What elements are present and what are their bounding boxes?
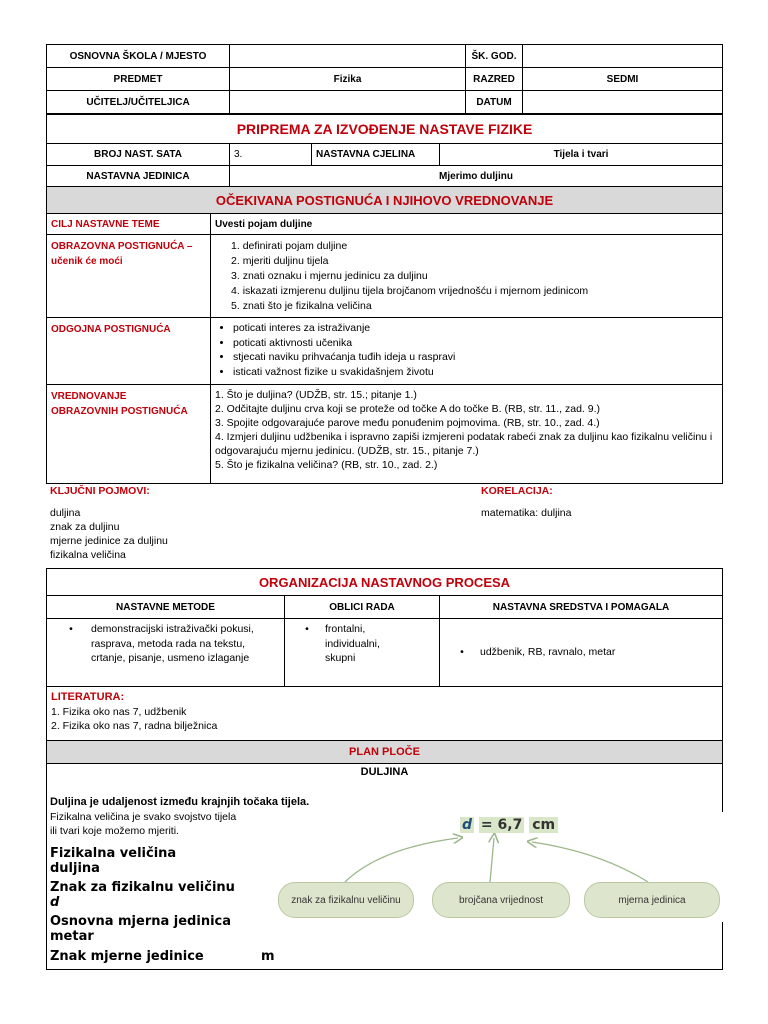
pill-number: brojčana vrijednost [432,882,570,918]
list-item: • poticati aktivnosti učenika [233,336,718,351]
school-year-label: ŠK. GOD. [466,45,523,68]
teacher-label: UČITELJ/UČITELJICA [47,91,230,114]
list-item: • stjecati naviku prihvaćanja tuđih ideja u raspravi [233,350,718,365]
correlation-value: matematika: duljina [481,507,572,519]
list-item: 1. Što je duljina? (UDŽB, str. 15.; pitanje 1.) [215,389,417,401]
formula-symbol: d [462,817,473,833]
unit-value: metar [50,929,94,944]
list-item: 2. Odčitajte duljinu crva koji se proteže od točke A do točke B. (RB, str. 11., zad. 9.) [215,403,600,415]
bullet-glyph: • [460,646,464,659]
qty-label: Fizikalna veličina [50,846,177,861]
quantity-def-line2: ili tvari koje možemo mjeriti. [50,825,179,837]
unit-symbol-label: Znak mjerne jedinice [50,949,204,964]
key-terms-label: KLJUČNI POJMOVI: [50,485,150,497]
topic-label: NASTAVNA JEDINICA [47,166,230,188]
qty-block [50,846,176,876]
arrow-to-symbol [345,838,458,882]
list-item: 1. Fizika oko nas 7, udžbenik [51,706,187,718]
list-item: 4. Izmjeri duljinu udžbenika i ispravno zapiši izmjereni podatak rabeći znak za duljinu kao fizikalnu veličinu i odgovarajuću mjernu jedinicu. (UDŽB, str. 15., pitanje 7.) [215,431,713,457]
upbringing-label: ODGOJNA POSTIGNUĆA [47,318,211,385]
outcomes-title: OČEKIVANA POSTIGNUĆA I NJIHOVO VREDNOVANJE [47,187,723,214]
aids-value: udžbenik, RB, ravnalo, metar [480,646,616,659]
lesson-table [46,114,723,188]
symbol-label: Znak za fizikalnu veličinu [50,880,235,895]
list-item: znak za duljinu [50,521,120,533]
pill-symbol: znak za fizikalnu veličinu [278,882,414,918]
formula-diagram [270,812,728,922]
qty-value: duljina [50,861,100,876]
unit-block [50,914,231,944]
upbringing-cell [211,318,723,385]
goal-label: CILJ NASTAVNE TEME [47,214,211,235]
list-item: mjerne jedinice za duljinu [50,535,168,547]
header-table [46,44,723,114]
edu-cell [211,235,723,318]
grade-label: RAZRED [466,68,523,91]
forms-value: frontalni, individualni, skupni [325,623,380,664]
upbringing-list [215,318,718,379]
literature-cell [47,687,723,741]
lesson-num-label: BROJ NAST. SATA [47,144,230,166]
date-value [523,91,723,114]
list-item: 5. Što je fizikalna veličina? (RB, str. 10., zad. 2.) [215,459,438,471]
board-heading: DULJINA [360,766,409,778]
outcomes-table [46,186,723,484]
formula [460,817,558,833]
methods-header: NASTAVNE METODE [47,596,285,619]
formula-unit: cm [529,817,558,833]
list-item: 3. Spojite odgovarajuće parove među ponuđenim pojmovima. (RB, str. 10., zad. 4.) [215,417,600,429]
teacher-value [230,91,466,114]
methods-cell [47,619,285,687]
list-item: duljina [50,507,81,519]
symbol-block [50,880,235,910]
unit-label: NASTAVNA CJELINA [312,144,440,166]
eval-label [47,385,211,484]
edu-label: OBRAZOVNA POSTIGNUĆA – učenik će moći [47,235,211,318]
list-item: 3. znati oznaku i mjernu jedinicu za duljinu [231,269,718,284]
list-item: 2. Fizika oko nas 7, radna bilježnica [51,720,218,732]
topic-value: Mjerimo duljinu [230,166,723,188]
eval-label-line2: OBRAZOVNIH POSTIGNUĆA [51,406,188,417]
quantity-def-line1: Fizikalna veličina je svako svojstvo tijela [50,811,237,823]
correlation-label: KORELACIJA: [481,485,553,497]
forms-cell [285,619,440,687]
symbol-value: d [50,895,60,910]
edu-list [215,235,718,314]
key-terms-list [50,506,168,562]
list-item: 5. znati što je fizikalna veličina [231,299,718,314]
arrow-to-number [490,838,494,882]
literature-label: LITERATURA: [51,691,125,703]
aids-header: NASTAVNA SREDSTVA I POMAGALA [440,596,723,619]
formula-value: = 6,7 [480,817,523,833]
grade-value: SEDMI [523,68,723,91]
list-item: • isticati važnost fizike u svakidašnjem životu [233,365,718,380]
school-label: OSNOVNA ŠKOLA / MJESTO [47,45,230,68]
organization-title: ORGANIZACIJA NASTAVNOG PROCESA [47,569,723,596]
subject-label: PREDMET [47,68,230,91]
list-item: • poticati interes za istraživanje [233,321,718,336]
list-item: fizikalna veličina [50,549,126,561]
eval-label-line1: VREDNOVANJE [51,391,127,402]
forms-header: OBLICI RADA [285,596,440,619]
quantity-definition [50,810,236,838]
arrow-to-unit [532,842,648,882]
list-item: 1. definirati pojam duljine [231,239,718,254]
subject-value: Fizika [230,68,466,91]
goal-value: Uvesti pojam duljine [211,214,723,235]
list-item: 4. iskazati izmjerenu duljinu tijela brojčanom vrijednošću i mjernom jedinicom [231,284,718,299]
school-year-value [523,45,723,68]
school-value [230,45,466,68]
date-label: DATUM [466,91,523,114]
board-definition: Duljina je udaljenost između krajnjih točaka tijela. [50,796,310,808]
eval-cell [211,385,723,484]
bullet-glyph: • [305,623,309,635]
aids-cell [440,619,723,687]
methods-value: demonstracijski istraživački pokusi, rasprava, metoda rada na tekstu, crtanje, pisanje, usmeno izlaganje [91,623,254,664]
list-item: 2. mjeriti duljinu tijela [231,254,718,269]
lesson-num-value: 3. [230,144,312,166]
unit-symbol-value: m [261,949,275,964]
bullet-glyph: • [69,623,73,635]
unit-label: Osnovna mjerna jedinica [50,914,232,929]
pill-unit: mjerna jedinica [584,882,720,918]
board-plan-title: PLAN PLOČE [47,741,723,764]
main-title: PRIPREMA ZA IZVOĐENJE NASTAVE FIZIKE [47,115,723,144]
unit-value: Tijela i tvari [440,144,723,166]
